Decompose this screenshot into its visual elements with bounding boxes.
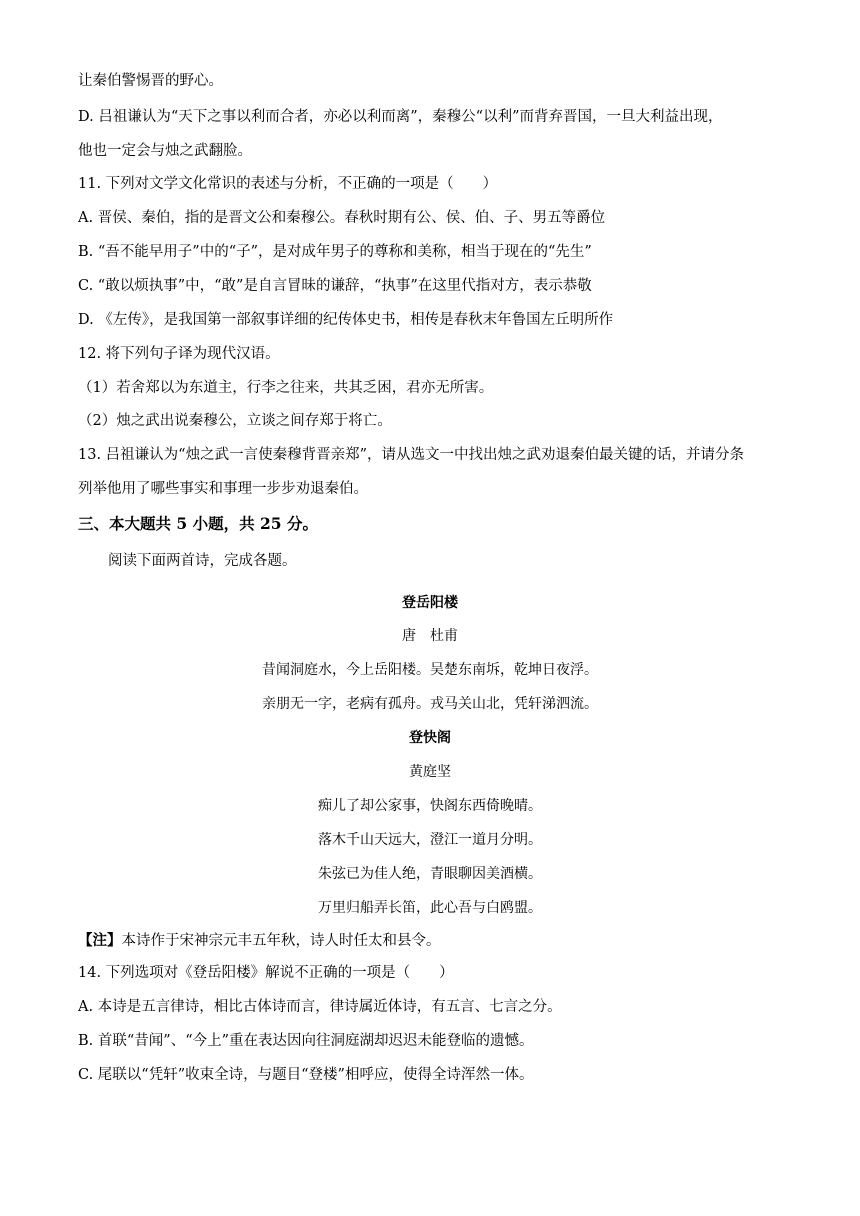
poem-note (78, 930, 798, 952)
poem-2-title: 登快阁 (409, 730, 451, 746)
reading-instruction: 阅读下面两首诗，完成各题。 (108, 553, 297, 569)
question-14-option-a: A. 本诗是五言律诗，相比古体诗而言，律诗属近体诗，有五言、七言之分。 (78, 999, 562, 1015)
question-14-option-c: C. 尾联以“凭轩”收束全诗，与题目“登楼”相呼应，使得全诗浑然一体。 (78, 1067, 534, 1083)
question-14: 14. 下列选项对《登岳阳楼》解说不正确的一项是（ ） (78, 965, 454, 981)
poem-2-line: 万里归船弄长笛，此心吾与白鸥盟。 (318, 900, 542, 916)
question-11-option-a: A. 晋侯、秦伯，指的是晋文公和秦穆公。春秋时期有公、侯、伯、子、男五等爵位 (78, 210, 606, 226)
question-12: 12. 将下列句子译为现代汉语。 (78, 346, 280, 362)
question-11: 11. 下列对文学文化常识的表述与分析，不正确的一项是（ ） (78, 176, 498, 192)
question-12-item-1: （1）若舍郑以为东道主，行李之往来，共其乏困，君亦无所害。 (78, 380, 494, 396)
note-mark: 【注】 (78, 932, 122, 949)
note-text: 本诗作于宋神宗元丰五年秋，诗人时任太和县令。 (121, 933, 441, 949)
poem-2-line: 痴儿了却公家事，快阁东西倚晚晴。 (318, 798, 542, 814)
section-heading: 三、本大题共 5 小题，共 25 分。 (78, 514, 318, 533)
question-12-item-2: （2）烛之武出说秦穆公，立谈之间存郑于将亡。 (78, 413, 392, 429)
question-14-option-b: B. 首联“昔闻”、“今上”重在表达因向往洞庭湖却迟迟未能登临的遗憾。 (78, 1033, 534, 1049)
text-line: 他也一定会与烛之武翻脸。 (78, 143, 252, 159)
poem-1-line: 亲朋无一字，老病有孤舟。戎马关山北，凭轩涕泗流。 (262, 696, 598, 712)
question-13-continued: 列举他用了哪些事实和事理一步步劝退秦伯。 (78, 481, 368, 497)
poem-2-author: 黄庭坚 (409, 764, 451, 780)
question-11-option-b: B. “吾不能早用子”中的“子”，是对成年男子的尊称和美称，相当于现在的“先生” (78, 244, 592, 260)
option-d-text: D. 吕祖谦认为“天下之事以利而合者，亦必以利而离”，秦穆公“以利”而背弃晋国，一旦大利益出现， (78, 109, 723, 125)
poem-1-title: 登岳阳楼 (402, 595, 458, 611)
poem-1-author: 唐 杜甫 (402, 628, 458, 644)
question-11-option-c: C. “敢以烦执事”中，“敢”是自言冒昧的谦辞，“执事”在这里代指对方，表示恭敬 (78, 278, 592, 294)
poem-2-line: 朱弦已为佳人绝，青眼聊因美酒横。 (318, 866, 542, 882)
text-line: 让秦伯警惕晋的野心。 (78, 73, 223, 89)
question-11-option-d: D. 《左传》，是我国第一部叙事详细的纪传体史书，相传是春秋末年鲁国左丘明所作 (78, 312, 614, 328)
question-13: 13. 吕祖谦认为“烛之武一言使秦穆背晋亲郑”，请从选文一中找出烛之武劝退秦伯最关键的话，并请分条 (78, 447, 744, 463)
poem-1-line: 昔闻洞庭水，今上岳阳楼。吴楚东南坼，乾坤日夜浮。 (262, 662, 598, 678)
poem-2-line: 落木千山天远大，澄江一道月分明。 (318, 832, 542, 848)
